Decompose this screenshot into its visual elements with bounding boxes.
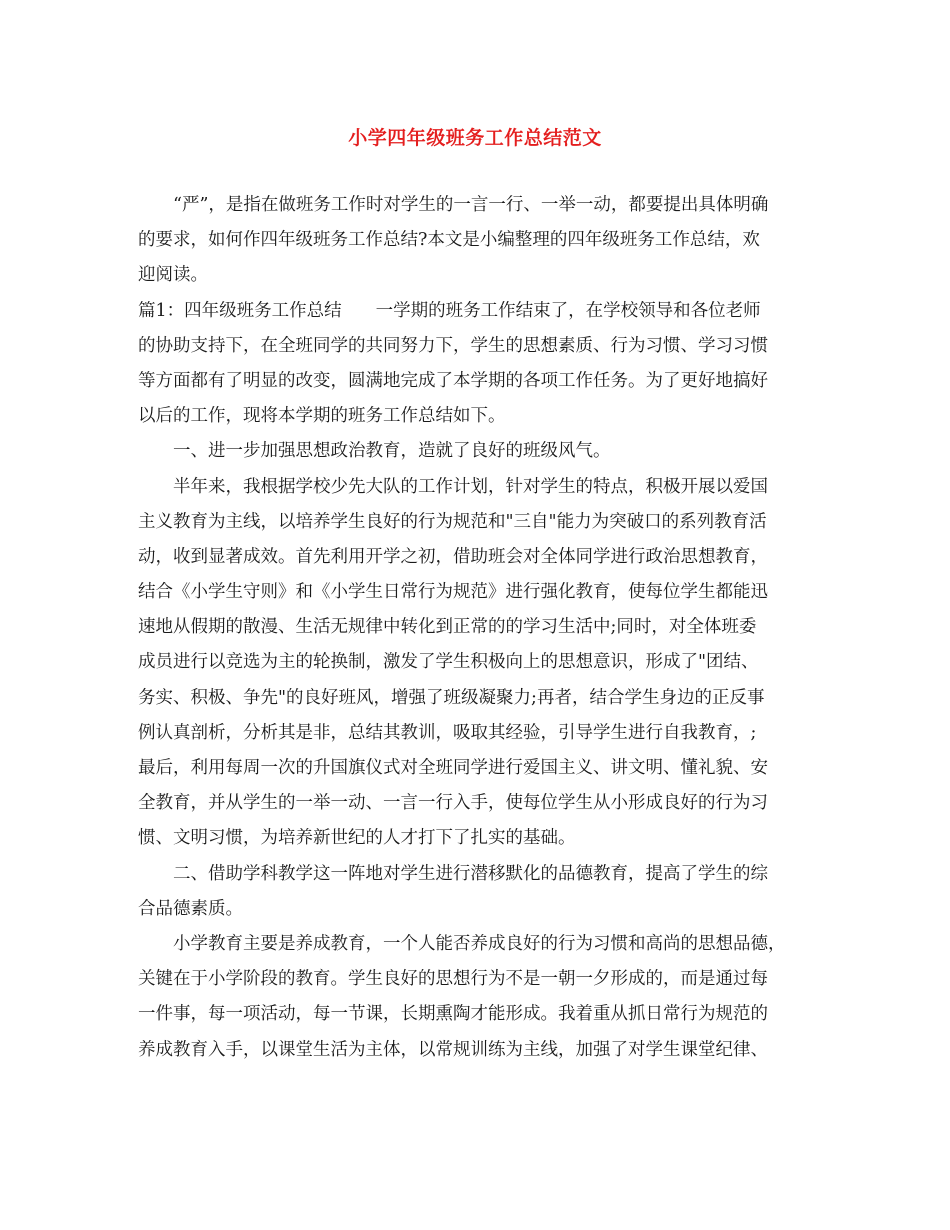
section-heading-line: 二、借助学科教学这一阵地对学生进行潜移默化的品德教育，提高了学生的综: [173, 863, 768, 884]
document-title: 小学四年级班务工作总结范文: [348, 127, 602, 149]
paragraph-line: 动，收到显著成效。首先利用开学之初，借助班会对全体同学进行政治思想教育，: [138, 546, 768, 567]
paragraph-line: 全教育，并从学生的一举一动、一言一行入手，使每位学生从小形成良好的行为习: [138, 793, 768, 814]
paragraph-line: 主义教育为主线，以培养学生良好的行为规范和"三自"能力为突破口的系列教育活: [138, 511, 767, 532]
section-heading: 篇1：四年级班务工作总结: [138, 300, 342, 321]
paragraph-line: 迎阅读。: [138, 265, 208, 286]
paragraph-line: 合品德素质。: [138, 898, 243, 919]
paragraph-line: 关键在于小学阶段的教育。学生良好的思想行为不是一朝一夕形成的，而是通过每: [138, 969, 768, 990]
paragraph-line: [138, 294, 818, 329]
paragraph-line: “严”，是指在做班务工作时对学生的一言一行、一举一动，都要提出具体明确: [173, 195, 769, 215]
section-heading-line: 一、进一步加强思想政治教育，造就了良好的班级风气。: [173, 441, 611, 462]
paragraph-line: 养成教育入手，以课堂生活为主体，以常规训练为主线，加强了对学生课堂纪律、: [138, 1039, 768, 1060]
paragraph-line: 等方面都有了明显的改变，圆满地完成了本学期的各项工作任务。为了更好地搞好: [138, 370, 768, 391]
paragraph-line: 小学教育主要是养成教育，一个人能否养成良好的行为习惯和高尚的思想品德，: [173, 933, 786, 954]
paragraph-text: 一学期的班务工作结束了，在学校领导和各位老师: [375, 300, 761, 321]
paragraph-line: 成员进行以竞选为主的轮换制，激发了学生积极向上的思想意识，形成了"团结、: [138, 652, 759, 673]
paragraph-line: 惯、文明习惯，为培养新世纪的人才打下了扎实的基础。: [138, 828, 576, 849]
paragraph-line: 速地从假期的散漫、生活无规律中转化到正常的的学习生活中;同时，对全体班委: [138, 617, 757, 638]
paragraph-line: 结合《小学生守则》和《小学生日常行为规范》进行强化教育，使每位学生都能迅: [138, 582, 768, 603]
paragraph-line: 最后，利用每周一次的升国旗仪式对全班同学进行爱国主义、讲文明、懂礼貌、安: [138, 758, 768, 778]
paragraph-line: 以后的工作，现将本学期的班务工作总结如下。: [138, 406, 506, 427]
paragraph-line: 的协助支持下，在全班同学的共同努力下，学生的思想素质、行为习惯、学习习惯: [138, 335, 768, 356]
paragraph-line: 例认真剖析，分析其是非，总结其教训，吸取其经验，引导学生进行自我教育，;: [138, 722, 757, 743]
document-body: [138, 188, 818, 1068]
paragraph-line: 的要求，如何作四年级班务工作总结?本文是小编整理的四年级班务工作总结，欢: [138, 230, 760, 251]
paragraph-line: 务实、积极、争先"的良好班风，增强了班级凝聚力;再者，结合学生身边的正反事: [138, 687, 765, 708]
paragraph-line: 半年来，我根据学校少先大队的工作计划，针对学生的特点，积极开展以爱国: [173, 476, 768, 497]
paragraph-line: 一件事，每一项活动，每一节课，长期熏陶才能形成。我着重从抓日常行为规范的: [138, 1004, 768, 1025]
